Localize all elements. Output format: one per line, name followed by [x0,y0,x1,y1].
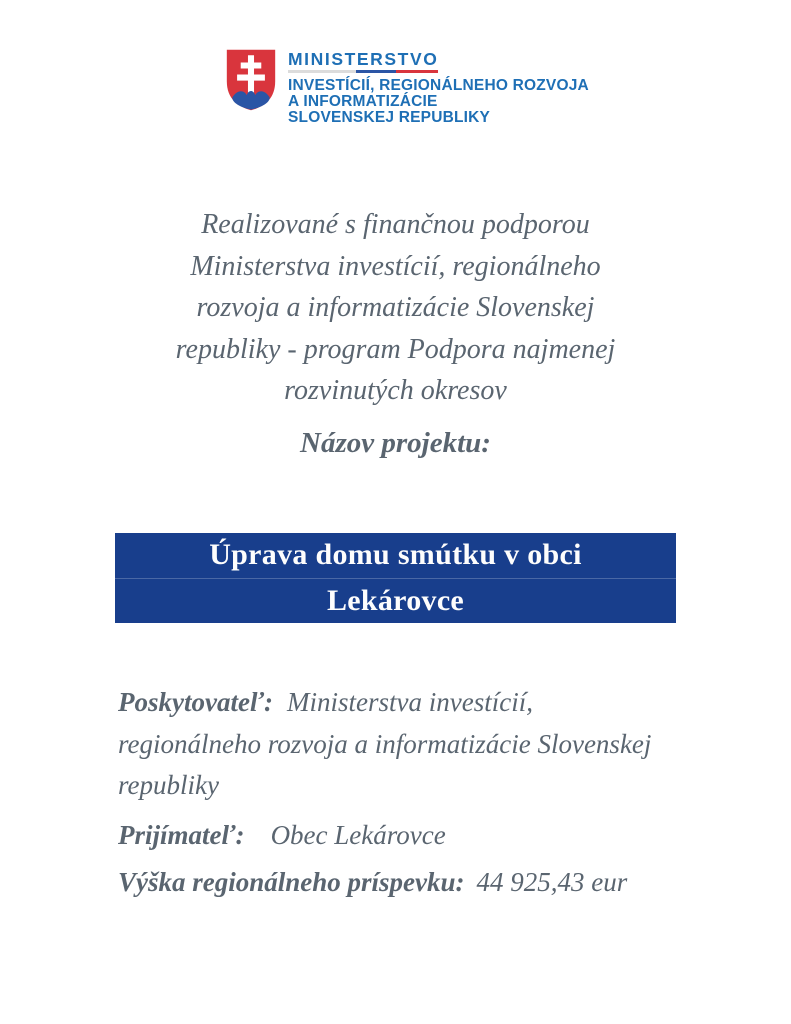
support-statement-line: rozvoja a informatizácie Slovenskej [196,292,595,324]
flag-white-segment [288,70,356,73]
recipient-value: Obec Lekárovce [270,819,446,850]
provider-first-line [118,682,696,724]
ministry-logo [225,47,589,126]
amount-row [118,862,696,904]
support-statement-line: Ministerstva investícií, regionálneho [190,250,601,282]
flag-red-segment [396,70,438,73]
support-statement [0,204,791,412]
support-statement-line: republiky - program Podpora najmenej [175,333,616,365]
ministry-logo-text [288,47,589,126]
project-name-label: Názov projektu: [300,427,491,459]
provider-value-cont: republiky [118,770,219,800]
amount-value: 44 925,43 eur [476,867,628,897]
support-statement-line: rozvinutých okresov [284,375,507,407]
ministry-subtitle-line3: SLOVENSKEJ REPUBLIKY [288,109,491,126]
ministry-subtitle-line2: A INFORMATIZÁCIE [288,93,438,110]
ministry-name: MINISTERSTVO [288,49,439,69]
slovak-flag-underline [288,70,438,73]
recipient-label: Prijímateľ: [118,819,245,850]
project-details [118,682,696,904]
project-title-line1: Úprava domu smútku v obci [209,538,582,572]
flag-blue-segment [356,70,397,73]
provider-value: Ministerstva investícií, [287,687,533,717]
project-title-banner [115,533,676,623]
recipient-row [118,815,696,857]
slovak-coat-of-arms-icon [225,47,277,113]
project-title-line2: Lekárovce [115,578,676,624]
provider-label: Poskytovateľ: [118,687,274,717]
provider-value-cont: regionálneho rozvoja a informatizácie Slovenskej [118,728,652,759]
support-statement-line: Realizované s finančnou podporou [201,209,590,240]
ministry-wordmark [288,50,438,77]
ministry-subtitle-line1: INVESTÍCIÍ, REGIONÁLNEHO ROZVOJA [288,77,589,94]
amount-label: Výška regionálneho príspevku: [118,867,465,897]
provider-row [118,682,696,807]
